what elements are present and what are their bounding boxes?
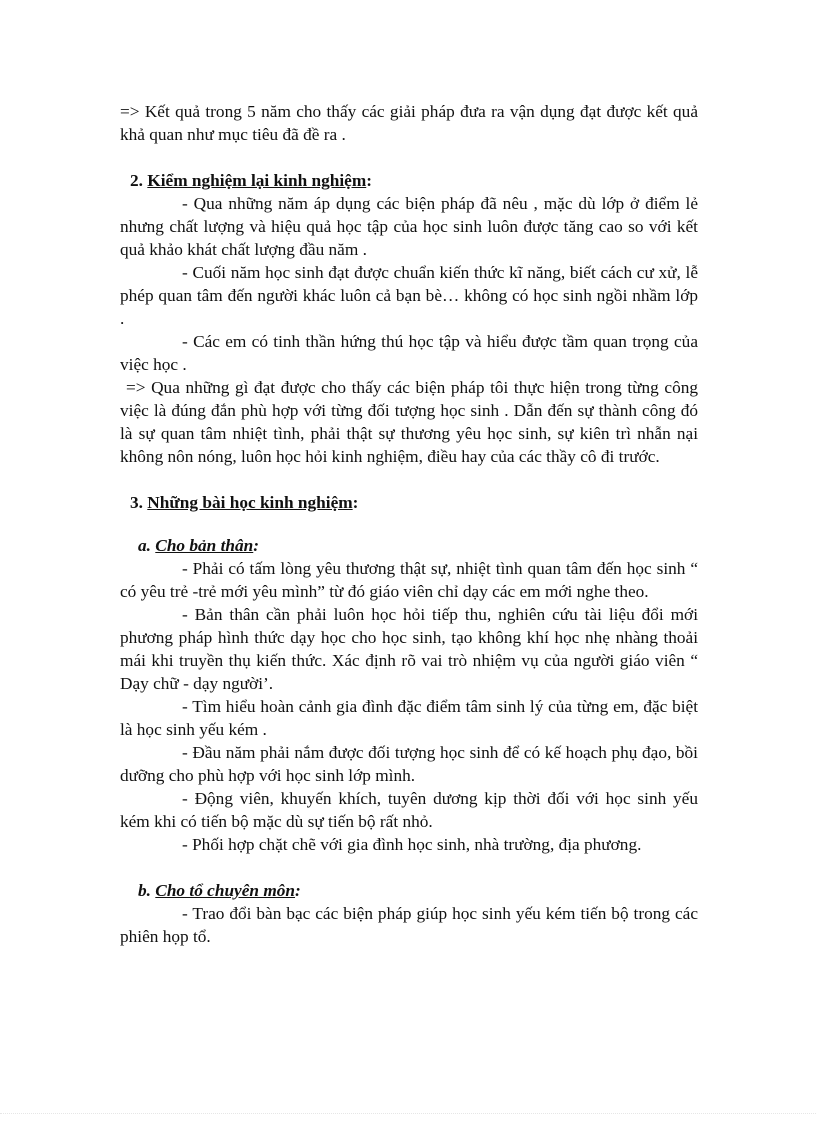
subsection-a-title: Cho bản thân [155, 536, 254, 555]
spacer [120, 146, 698, 169]
subsection-a-item: - Phối hợp chặt chẽ với gia đình học sinh, nhà trường, địa phương. [182, 835, 642, 854]
spacer [120, 514, 698, 534]
section-3-heading [120, 491, 698, 514]
section-2-item: - Các em có tinh thần hứng thú học tập và hiểu được tầm quan trọng của việc học . [120, 332, 698, 374]
subsection-a-item: - Bản thân cần phải luôn học hỏi tiếp thu, nghiên cứu tài liệu đổi mới phương pháp hình thức dạy học cho học sinh, tạo không khí học nhẹ nhàng thoải mái khi truyền thụ kiến thức. Xác định rõ vai trò nhiệm vụ của người giáo viên “ Dạy chữ - dạy người’. [120, 605, 698, 693]
intro-result-paragraph: => Kết quả trong 5 năm cho thấy các giải pháp đưa ra vận dụng đạt được kết quả khả quan như mục tiêu đã đề ra . [120, 102, 698, 144]
section-3-colon: : [352, 493, 359, 512]
spacer [120, 468, 698, 491]
subsection-a-label: a. [138, 536, 151, 555]
section-2-number: 2. [130, 171, 143, 190]
subsection-b-title: Cho tổ chuyên môn [155, 881, 296, 900]
subsection-b-heading [120, 879, 698, 902]
section-2-conclusion: => Qua những gì đạt được cho thấy các biện pháp tôi thực hiện trong từng công việc là đúng đắn phù hợp với từng đối tượng học sinh . Dẫn đến sự thành công đó là sự quan tâm nhiệt tình, phải thật sự thương yêu học sinh, sự kiên trì nhẫn nại không nôn nóng, luôn học hỏi kinh nghiệm, điều hay của các thầy cô đi trước. [120, 378, 698, 466]
subsection-a-heading [120, 534, 698, 557]
subsection-b-item: - Trao đổi bàn bạc các biện pháp giúp học sinh yếu kém tiến bộ trong các phiên họp tổ. [120, 904, 698, 946]
subsection-b-label: b. [138, 881, 151, 900]
subsection-a-item: - Đầu năm phải nắm được đối tượng học sinh để có kế hoạch phụ đạo, bồi dưỡng cho phù hợp với học sinh lớp mình. [120, 743, 698, 785]
subsection-a-item: - Động viên, khuyến khích, tuyên dương kịp thời đối với học sinh yếu kém khi có tiến bộ mặc dù sự tiến bộ rất nhỏ. [120, 789, 698, 831]
subsection-a-colon: : [253, 536, 260, 555]
section-2-heading [120, 169, 698, 192]
subsection-b-colon: : [295, 881, 301, 900]
section-3-number: 3. [130, 493, 143, 512]
subsection-a-item: - Phải có tấm lòng yêu thương thật sự, nhiệt tình quan tâm đến học sinh “ có yêu trẻ -trẻ mới yêu mình” từ đó giáo viên chỉ dạy các em mới nghe theo. [120, 559, 698, 601]
page-bottom-divider [0, 1113, 816, 1114]
section-3-title: Những bài học kinh nghiệm [147, 493, 353, 512]
section-2-item: - Qua những năm áp dụng các biện pháp đã nêu , mặc dù lớp ở điểm lẻ nhưng chất lượng và hiệu quả học tập của học sinh luôn được tăng cao so với kết quả khảo khát chất lượng đầu năm . [120, 194, 698, 259]
section-2-item: - Cuối năm học sinh đạt được chuẩn kiến thức kĩ năng, biết cách cư xử, lễ phép quan tâm đến người khác luôn cả bạn bè… không có học sinh ngồi nhầm lớp . [120, 263, 698, 328]
section-2-colon: : [366, 171, 372, 190]
subsection-a-item: - Tìm hiểu hoàn cảnh gia đình đặc điểm tâm sinh lý của từng em, đặc biệt là học sinh yếu kém . [120, 697, 698, 739]
spacer [120, 856, 698, 879]
document-page [120, 100, 698, 948]
section-2-title: Kiểm nghiệm lại kinh nghiệm [147, 171, 367, 190]
